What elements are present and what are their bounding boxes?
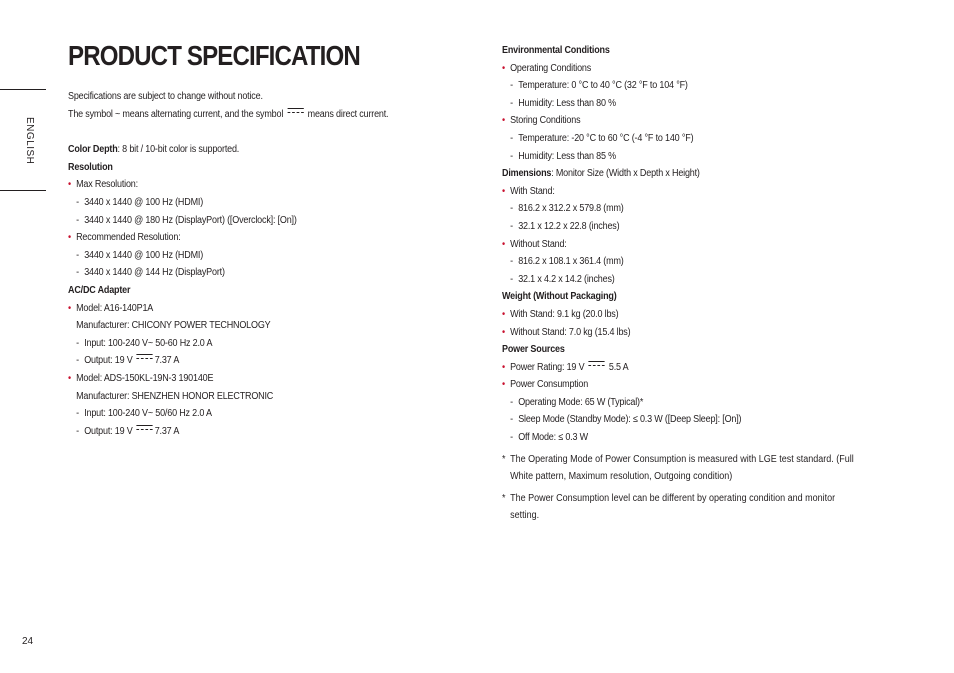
list-item: - Output: 19 V 7.37 A xyxy=(76,423,410,441)
list-item: - Humidity: Less than 80 % xyxy=(510,95,862,113)
dimensions: Dimensions: Monitor Size (Width x Depth x Height) xyxy=(502,168,700,180)
list-item: • Max Resolution: xyxy=(68,176,410,194)
list-item: - 32.1 x 12.2 x 22.8 (inches) xyxy=(510,218,862,236)
color-depth: Color Depth: 8 bit / 10-bit color is supported. xyxy=(68,144,240,156)
dc-symbol-icon xyxy=(287,108,303,116)
list-item: - Output: 19 V 7.37 A xyxy=(76,352,410,370)
list-item: - Sleep Mode (Standby Mode): ≤ 0.3 W ([Deep Sleep]: [On]) xyxy=(510,411,862,429)
list-item: - Input: 100-240 V~ 50-60 Hz 2.0 A xyxy=(76,335,410,353)
list-item: • Without Stand: xyxy=(502,236,862,254)
list-item: • Storing Conditions xyxy=(502,112,862,130)
list-item: • Model: ADS-150KL-19N-3 190140E xyxy=(68,370,410,388)
list-item: - 816.2 x 108.1 x 361.4 (mm) xyxy=(510,253,862,271)
dc-symbol-icon xyxy=(137,425,153,433)
dc-symbol-icon xyxy=(137,354,153,362)
list-item: - 3440 x 1440 @ 144 Hz (DisplayPort) xyxy=(76,264,410,282)
page-number: 24 xyxy=(22,636,34,647)
footnote: * The Operating Mode of Power Consumption is measured with LGE test standard. (Full White pattern, Maximum resolution, Outgoing condition) xyxy=(502,453,854,483)
list-item: - 3440 x 1440 @ 180 Hz (DisplayPort) ([Overclock]: [On]) xyxy=(76,212,410,230)
list-item: - 3440 x 1440 @ 100 Hz (HDMI) xyxy=(76,194,410,212)
list-item: • Recommended Resolution: xyxy=(68,229,410,247)
page-title: PRODUCT SPECIFICATION xyxy=(68,40,360,71)
list-item: Manufacturer: CHICONY POWER TECHNOLOGY xyxy=(76,320,271,332)
weight-heading: Weight (Without Packaging) xyxy=(502,291,617,303)
adapter-heading: AC/DC Adapter xyxy=(68,284,131,296)
list-item: - Input: 100-240 V~ 50/60 Hz 2.0 A xyxy=(76,405,410,423)
list-item: - 816.2 x 312.2 x 579.8 (mm) xyxy=(510,200,862,218)
sidebar-bottom-rule xyxy=(0,190,46,191)
environment-heading: Environmental Conditions xyxy=(502,45,610,56)
list-item: • Model: A16-140P1A xyxy=(68,300,410,318)
dc-symbol-icon xyxy=(589,361,605,369)
list-item: • Operating Conditions xyxy=(502,60,862,78)
sidebar-top-rule xyxy=(0,89,46,90)
list-item: - 32.1 x 4.2 x 14.2 (inches) xyxy=(510,271,862,289)
list-item: • With Stand: xyxy=(502,183,862,201)
list-item: - Temperature: -20 °C to 60 °C (-4 °F to 140 °F) xyxy=(510,130,862,148)
list-item: • Power Rating: 19 V 5.5 A xyxy=(502,359,862,377)
intro-symbols: The symbol ~ means alternating current, and the symbol means direct current. xyxy=(68,108,389,120)
resolution-heading: Resolution xyxy=(68,161,113,173)
list-item: • Without Stand: 7.0 kg (15.4 lbs) xyxy=(502,324,862,342)
list-item: - Temperature: 0 °C to 40 °C (32 °F to 104 °F) xyxy=(510,77,862,95)
list-item: - Off Mode: ≤ 0.3 W xyxy=(510,429,862,447)
list-item: - Operating Mode: 65 W (Typical)* xyxy=(510,394,862,412)
intro-notice: Specifications are subject to change without notice. xyxy=(68,91,263,102)
list-item: - Humidity: Less than 85 % xyxy=(510,148,862,166)
language-tab: ENGLISH xyxy=(24,117,35,165)
power-heading: Power Sources xyxy=(502,344,565,356)
right-column xyxy=(502,42,862,525)
list-item: • Power Consumption xyxy=(502,376,862,394)
footnote: * The Power Consumption level can be different by operating condition and monitor setting. xyxy=(502,492,836,522)
list-item: • With Stand: 9.1 kg (20.0 lbs) xyxy=(502,306,862,324)
list-item: Manufacturer: SHENZHEN HONOR ELECTRONIC xyxy=(76,390,274,402)
left-column xyxy=(68,88,410,440)
list-item: - 3440 x 1440 @ 100 Hz (HDMI) xyxy=(76,247,410,265)
